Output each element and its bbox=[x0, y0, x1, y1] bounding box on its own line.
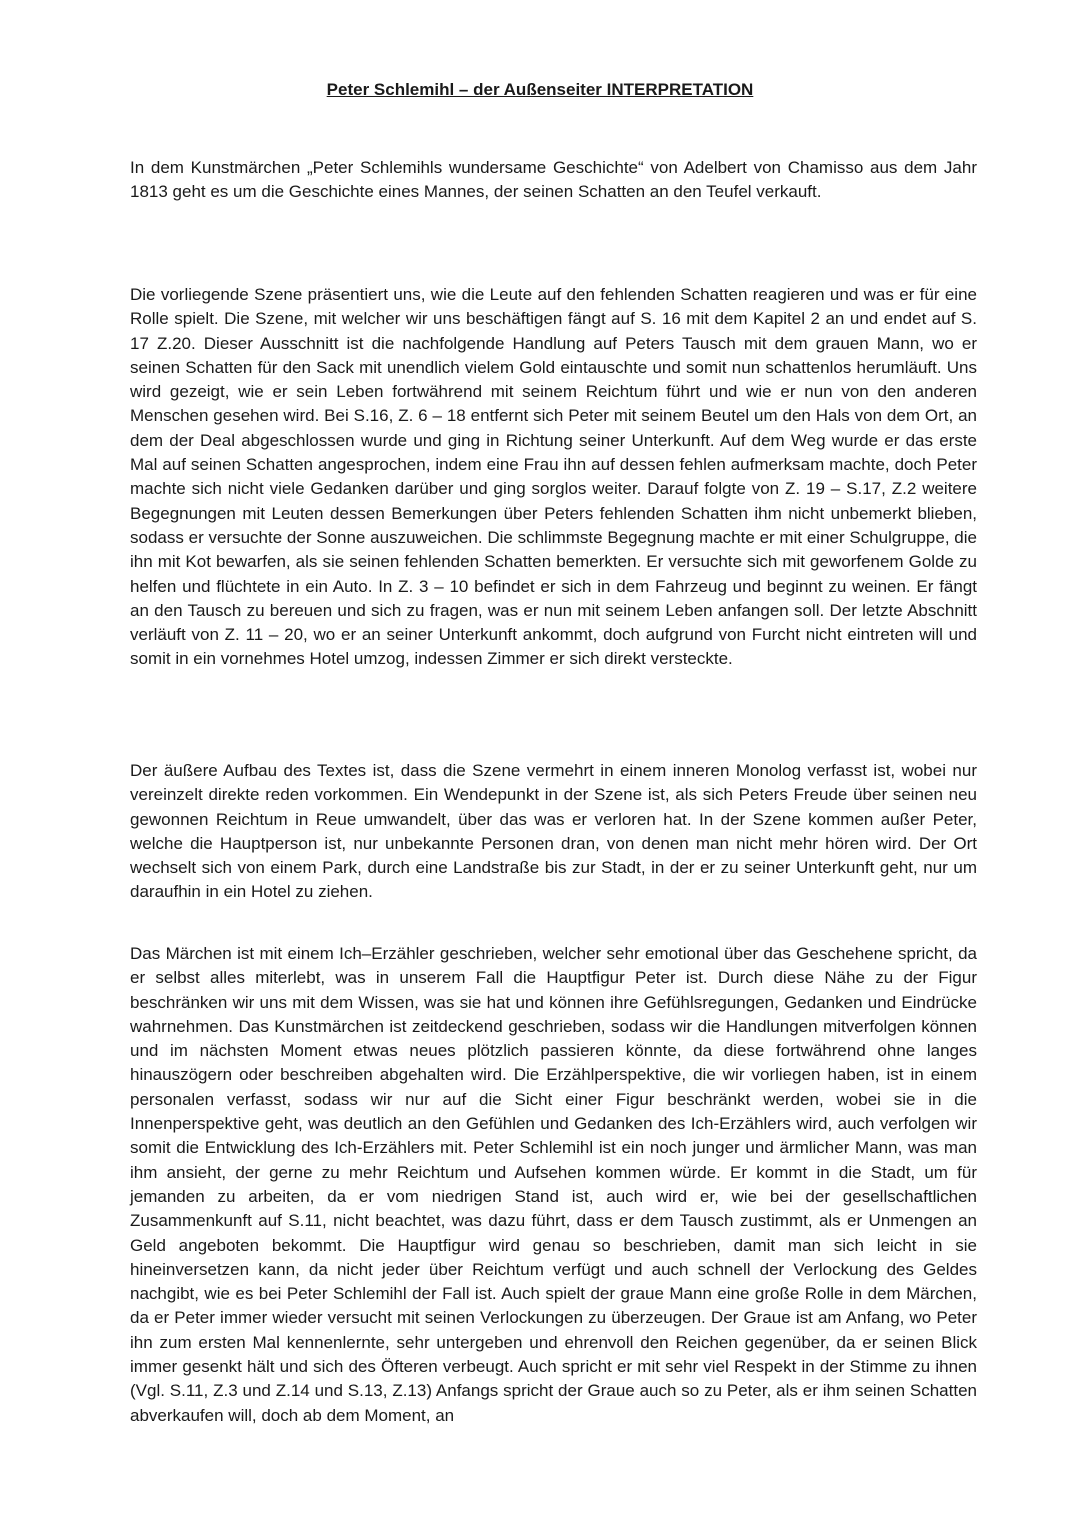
paragraph-intro: In dem Kunstmärchen „Peter Schlemihls wundersame Geschichte“ von Adelbert von Chamisso aus dem Jahr 1813 geht es um die Geschichte eines Mannes, der seinen Schatten an den Teufel verkauft. bbox=[130, 158, 977, 202]
paragraph-scene-summary: Die vorliegende Szene präsentiert uns, wie die Leute auf den fehlenden Schatten reagieren und was er für eine Rolle spielt. Die Szene, mit welcher wir uns beschäftigen fängt auf S. 16 mit dem Kapitel 2 an und endet auf S. 17 Z.20. Dieser Ausschnitt ist die nachfolgende Handlung auf Peters Tausch mit dem grauen Mann, wo er seinen Schatten für den Sack mit unendlich vielem Gold eintauschte und somit nun schattenlos herumläuft. Uns wird gezeigt, wie er sein Leben fortwährend mit seinem Reichtum führt und wie er nun von den anderen Menschen gesehen wird. Bei S.16, Z. 6 – 18 entfernt sich Peter mit seinem Beutel um den Hals von dem Ort, an dem der Deal abgeschlossen wurde und ging in Richtung seiner Unterkunft. Auf dem Weg wurde er das erste Mal auf seinen Schatten angesprochen, indem eine Frau ihn auf dessen fehlen aufmerksam machte, doch Peter machte sich nicht viele Gedanken darüber und ging sorglos weiter. Darauf folgte von Z. 19 – S.17, Z.2 weitere Begegnungen mit Leuten dessen Bemerkungen über Peters fehlenden Schatten ihm nicht unbemerkt blieben, sodass er versuchte der Sonne auszuweichen. Die schlimmste Begegnung machte er mit einer Schulgruppe, die ihn mit Kot bewarfen, als sie seinen fehlenden Schatten bemerkten. Er versuchte sich mit geworfenem Golde zu helfen und flüchtete in ein Auto. In Z. 3 – 10 befindet er sich in dem Fahrzeug und beginnt zu weinen. Er fängt an den Tausch zu bereuen und sich zu fragen, was er nun mit seinem Leben anfangen soll. Der letzte Abschnitt verläuft von Z. 11 – 20, wo er an seiner Unterkunft ankommt, doch aufgrund von Furcht nicht eintreten will und somit in ein vornehmes Hotel umzog, indessen Zimmer er sich direkt versteckte. bbox=[130, 285, 977, 669]
document-title: Peter Schlemihl – der Außenseiter INTERPRETATION bbox=[326, 80, 754, 99]
paragraph-narrator: Das Märchen ist mit einem Ich–Erzähler geschrieben, welcher sehr emotional über das Geschehene spricht, da er selbst alles miterlebt, was in unserem Fall die Hauptfigur Peter ist. Durch diese Nähe zu der Figur beschränken wir uns mit dem Wissen, was sie hat und können ihre Gefühlsregungen, Gedanken und Eindrücke wahrnehmen. Das Kunstmärchen ist zeitdeckend geschrieben, sodass wir die Handlungen mitverfolgen können und im nächsten Moment etwas neues plötzlich passieren könnte, da diese fortwährend ohne langes hinauszögern oder beschreiben abgehalten wird. Die Erzählperspektive, die wir vorliegen haben, ist in einem personalen verfasst, sodass wir nur auf die Sicht einer Figur beschränkt werden, wobei sie in die Innenperspektive geht, was deutlich an den Gefühlen und Gedanken des Ich-Erzählers wird, auch verfolgen wir somit die Entwicklung des Ich-Erzählers mit. Peter Schlemihl ist ein noch junger und ärmlicher Mann, was man ihm ansieht, der gerne zu mehr Reichtum und Aufsehen kommen würde. Er kommt in die Stadt, um für jemanden zu arbeiten, da er vom niedrigen Stand ist, auch wird er, wie bei der gesellschaftlichen Zusammenkunft auf S.11, nicht beachtet, was dazu führt, dass er dem Tausch zustimmt, als er Unmengen an Geld angeboten bekommt. Die Hauptfigur wird genau so beschrieben, damit man sich leicht in sie hineinversetzen kann, da nicht jeder über Reichtum verfügt und auch schnell der Verlockung des Geldes nachgibt, wie es bei Peter Schlemihl der Fall ist. Auch spielt der graue Mann eine große Rolle in dem Märchen, da er Peter immer wieder versucht mit seinen Verlockungen zu überzeugen. Der Graue ist am Anfang, wo Peter ihn zum ersten Mal kennenlernte, sehr untergeben und ehrenvoll den Reichen gegenüber, da er seinen Blick immer gesenkt hält und sich des Öfteren verbeugt. Auch spricht er mit sehr viel Respekt in der Stimme zu ihnen (Vgl. S.11, Z.3 und Z.14 und S.13, Z.13) Anfangs spricht der Graue auch so zu Peter, als er ihm seinen Schatten abverkaufen will, doch ab dem Moment, an bbox=[130, 944, 977, 1425]
paragraph-structure: Der äußere Aufbau des Textes ist, dass die Szene vermehrt in einem inneren Monolog verfasst ist, wobei nur vereinzelt direkte reden vorkommen. Ein Wendepunkt in der Szene ist, als sich Peters Freude über seinen neu gewonnen Reichtum in Reue umwandelt, über das was er verloren hat. In der Szene kommen außer Peter, welche die Hauptperson ist, nur unbekannte Personen dran, von denen man nicht mehr hören wird. Der Ort wechselt sich von einem Park, durch eine Landstraße bis zur Stadt, in der er zu seiner Unterkunft geht, nur um daraufhin in ein Hotel zu ziehen. bbox=[130, 761, 977, 902]
